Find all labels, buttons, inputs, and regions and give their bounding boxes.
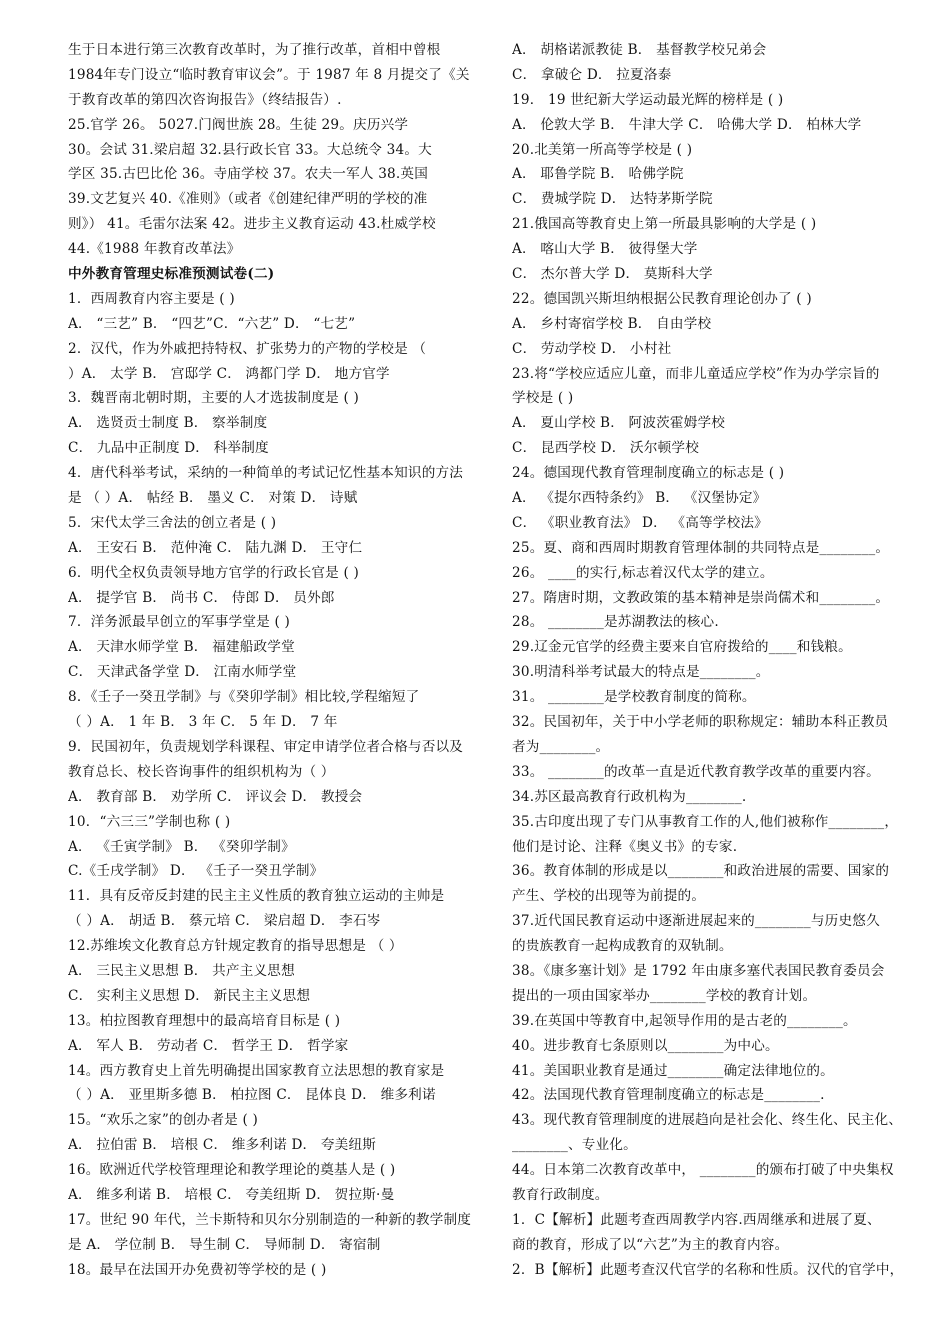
text-line: 32。民国初年，关于中小学老师的职称规定：辅助本科正教员 xyxy=(512,714,889,731)
text-line: C． 杰尔普大学 D． 莫斯科大学 xyxy=(512,266,713,283)
text-line: 39.文艺复兴 40.《准则》（或者《创建纪律严明的学校的准 xyxy=(68,191,428,208)
text-line: A． 耶鲁学院 B． 哈佛学院 xyxy=(512,166,684,183)
text-line: （ ）A． 1 年 B． 3 年 C． 5 年 D． 7 年 xyxy=(68,714,338,731)
text-line: 于教育改革的第四次咨询报告》（终结报告）. xyxy=(68,91,342,108)
text-line: C． 昆西学校 D． 沃尔顿学校 xyxy=(512,440,699,457)
text-line: C.《壬戌学制》 D． 《壬子一癸丑学制》 xyxy=(68,863,324,880)
text-line: A． “三艺” B． “四艺”C．“六艺” D． “七艺” xyxy=(68,315,356,332)
text-line: 7．洋务派最早创立的军事学堂是 ( ) xyxy=(68,614,291,631)
text-line: A． 军人 B． 劳动者 C． 哲学王 D． 哲学家 xyxy=(68,1037,349,1054)
text-line: 21.俄国高等教育史上第一所最具影响的大学是 ( ) xyxy=(512,216,817,233)
text-line: 6．明代全权负责领导地方官学的行政长官是 ( ) xyxy=(68,564,359,581)
text-line: A． 拉伯雷 B． 培根 C． 维多利诺 D． 夸美纽斯 xyxy=(68,1137,377,1154)
text-line: 26。 ____的实行,标志着汉代太学的建立。 xyxy=(512,564,774,581)
text-line: 提出的一项由国家举办________学校的教育计划。 xyxy=(512,987,817,1004)
text-line: A． 维多利诺 B． 培根 C． 夸美纽斯 D． 贺拉斯·曼 xyxy=(68,1186,395,1203)
text-line: 9．民国初年，负责规划学科课程、审定申请学位者合格与否以及 xyxy=(68,738,464,755)
text-line: 44。日本第二次教育改革中， ________的颁布打破了中央集权 xyxy=(512,1162,894,1179)
text-line: 1．西周教育内容主要是 ( ) xyxy=(68,290,235,307)
text-line: 30。会试 31.梁启超 32.县行政长官 33。大总统令 34。大 xyxy=(68,141,432,158)
text-line: 25.官学 26。 5027.门阀世族 28。生徒 29。庆历兴学 xyxy=(68,116,409,133)
text-line: 教育总长、校长咨询事件的组织机构为（ ） xyxy=(68,763,335,780)
section-heading: 中外教育管理史标准预测试卷(二) xyxy=(68,266,275,283)
text-line: 20.北美第一所高等学校是 ( ) xyxy=(512,141,693,158)
text-line: C． 劳动学校 D． 小村社 xyxy=(512,340,672,357)
text-line: 者为________。 xyxy=(512,738,610,755)
text-line: C． 《职业教育法》 D． 《高等学校法》 xyxy=(512,514,768,531)
text-line: C． 天津武备学堂 D． 江南水师学堂 xyxy=(68,664,297,681)
text-line: 41。美国职业教育是通过________确定法律地位的。 xyxy=(512,1062,834,1079)
text-line: 25。夏、商和西周时期教育管理体制的共同特点是________。 xyxy=(512,539,890,556)
text-line: ）A． 太学 B． 宫邸学 C． 鸿都门学 D． 地方官学 xyxy=(68,365,390,382)
text-line: 36。教育体制的形成是以________和政治进展的需要、国家的 xyxy=(512,863,890,880)
text-line: A． 夏山学校 B． 阿波茨霍姆学校 xyxy=(512,415,726,432)
text-line: 产生、学校的出现等为前提的。 xyxy=(512,888,706,905)
text-line: A． 教育部 B． 劝学所 C． 评议会 D． 教授会 xyxy=(68,788,363,805)
text-line: 14。西方教育史上首先明确提出国家教育立法思想的教育家是 xyxy=(68,1062,445,1079)
text-line: 2．B【解析】此题考查汉代官学的名称和性质。汉代的官学中， xyxy=(512,1261,904,1278)
text-line: 44.《1988 年教育改革法》 xyxy=(68,241,241,258)
text-line: 4．唐代科举考试，采纳的一种简单的考试记忆性基本知识的方法 xyxy=(68,465,464,482)
text-line: 教育行政制度。 xyxy=(512,1186,609,1203)
text-line: 8．《壬子一癸丑学制》与《癸卯学制》相比较,学程缩短了 xyxy=(68,689,420,706)
left-column xyxy=(68,38,478,1283)
text-line: 是 A． 学位制 B． 导生制 C． 导师制 D． 寄宿制 xyxy=(68,1236,381,1253)
text-line: （ ）A． 胡适 B． 蔡元培 C． 梁启超 D． 李石岑 xyxy=(68,913,381,930)
text-line: A． 胡格诺派教徒 B． 基督教学校兄弟会 xyxy=(512,42,767,58)
text-line: 22。德国凯兴斯坦纳根据公民教育理论创办了 ( ) xyxy=(512,290,812,307)
text-line: 则》） 41。毛雷尔法案 42。进步主义教育运动 43.杜威学校 xyxy=(68,216,436,233)
text-line: 37.近代国民教育运动中逐渐进展起来的________与历史悠久 xyxy=(512,913,880,930)
text-line: 42。法国现代教育管理制度确立的标志是________. xyxy=(512,1087,825,1104)
text-line: 10．“六三三”学制也称 ( ) xyxy=(68,813,231,830)
text-line: 28。 ________是苏湖教法的核心. xyxy=(512,614,719,631)
text-line: A． 三民主义思想 B． 共产主义思想 xyxy=(68,962,295,979)
text-line: 35.古印度出现了专门从事教育工作的人,他们被称作________， xyxy=(512,813,899,830)
text-line: 18。最早在法国开办免费初等学校的是 ( ) xyxy=(68,1261,327,1278)
text-line: 34.苏区最高教育行政机构为________. xyxy=(512,788,747,805)
text-line: A． 天津水师学堂 B． 福建船政学堂 xyxy=(68,639,295,656)
text-line: 17。世纪 90 年代，兰卡斯特和贝尔分别制造的一种新的教学制度 xyxy=(68,1211,472,1228)
text-line: 39.在英国中等教育中,起领导作用的是古老的________。 xyxy=(512,1012,857,1029)
text-line: A． 《提尔西特条约》 B． 《汉堡协定》 xyxy=(512,490,767,507)
text-line: 商的教育，形成了以“六艺”为主的教育内容。 xyxy=(512,1236,789,1253)
text-line: A． 伦敦大学 B． 牛津大学 C． 哈佛大学 D． 柏林大学 xyxy=(512,116,862,133)
text-line: 27。隋唐时期，文教政策的基本精神是崇尚儒术和________。 xyxy=(512,589,890,606)
text-line: （ ）A． 亚里斯多德 B． 柏拉图 C． 昆体良 D． 维多利诺 xyxy=(68,1087,436,1104)
text-line: 学区 35.古巴比伦 36。寺庙学校 37。农夫一军人 38.英国 xyxy=(68,166,428,183)
text-line: 40。进步教育七条原则以________为中心。 xyxy=(512,1037,779,1054)
text-line: 他们是讨论、注释《奥义书》的专家. xyxy=(512,838,738,855)
text-line: 19． 19 世纪新大学运动最光辉的榜样是 ( ) xyxy=(512,91,784,108)
text-line: ________、专业化。 xyxy=(512,1137,637,1154)
text-line: A． 王安石 B． 范仲淹 C． 陆九渊 D． 王守仁 xyxy=(68,539,363,556)
text-line: 1．C【解析】此题考查西周教学内容.西周继承和进展了夏、 xyxy=(512,1211,881,1228)
text-line: 33。 ________的改革一直是近代教育教学改革的重要内容。 xyxy=(512,763,880,780)
text-line: 11．具有反帝反封建的民主主义性质的教育独立运动的主帅是 xyxy=(68,888,445,905)
text-line: 1984年专门设立“临时教育审议会”。于 1987 年 8 月提交了《关 xyxy=(68,66,470,83)
text-line: A． 选贤贡士制度 B． 察举制度 xyxy=(68,415,268,432)
text-line: 12.苏维埃文化教育总方针规定教育的指导思想是 （ ） xyxy=(68,938,403,955)
text-line: 24。德国现代教育管理制度确立的标志是 ( ) xyxy=(512,465,785,482)
text-line: A． 提学官 B． 尚书 C． 侍郎 D． 员外郎 xyxy=(68,589,335,606)
text-line: 学校是 ( ) xyxy=(512,390,574,407)
text-line: 38。《康多塞计划》是 1792 年由康多塞代表国民教育委员会 xyxy=(512,962,885,979)
text-line: 23.将“学校应适应儿童，而非儿童适应学校”作为办学宗旨的 xyxy=(512,365,880,382)
text-line: A． 喀山大学 B． 彼得堡大学 xyxy=(512,241,698,258)
text-line: 15。“欢乐之家”的创办者是 ( ) xyxy=(68,1112,258,1129)
text-line: C． 实利主义思想 D． 新民主主义思想 xyxy=(68,987,311,1004)
text-line: 43。现代教育管理制度的进展趋向是社会化、终生化、民主化、 xyxy=(512,1112,903,1129)
text-line: 2．汉代，作为外戚把持特权、扩张势力的产物的学校是 （ xyxy=(68,340,427,357)
text-line: 31。 ________是学校教育制度的简称。 xyxy=(512,689,756,706)
text-line: 29.辽金元官学的经费主要来自官府拨给的____和钱粮。 xyxy=(512,639,852,656)
text-line: C． 费城学院 D． 达特茅斯学院 xyxy=(512,191,713,208)
text-line: 5．宋代太学三舍法的创立者是 ( ) xyxy=(68,514,277,531)
text-line: C． 九品中正制度 D． 科举制度 xyxy=(68,440,269,457)
text-line: 16。欧洲近代学校管理理论和教学理论的奠基人是 ( ) xyxy=(68,1162,396,1179)
text-line: 13。柏拉图教育理想中的最高培育目标是 ( ) xyxy=(68,1012,341,1029)
text-line: 是 （ ）A． 帖经 B． 墨义 C． 对策 D． 诗赋 xyxy=(68,490,358,507)
text-line: A． 《壬寅学制》 B． 《癸卯学制》 xyxy=(68,838,295,855)
text-line: C． 拿破仑 D． 拉夏洛泰 xyxy=(512,66,672,83)
text-line: 30.明清科举考试最大的特点是________。 xyxy=(512,664,770,681)
text-line: 生于日本进行第三次教育改革时，为了推行改革，首相中曾根 xyxy=(68,42,441,58)
text-line: A． 乡村寄宿学校 B． 自由学校 xyxy=(512,315,712,332)
text-line: 的贵族教育一起构成教育的双轨制。 xyxy=(512,938,733,955)
text-line: 3．魏晋南北朝时期，主要的人才选拔制度是 ( ) xyxy=(68,390,359,407)
right-column xyxy=(512,38,922,1283)
